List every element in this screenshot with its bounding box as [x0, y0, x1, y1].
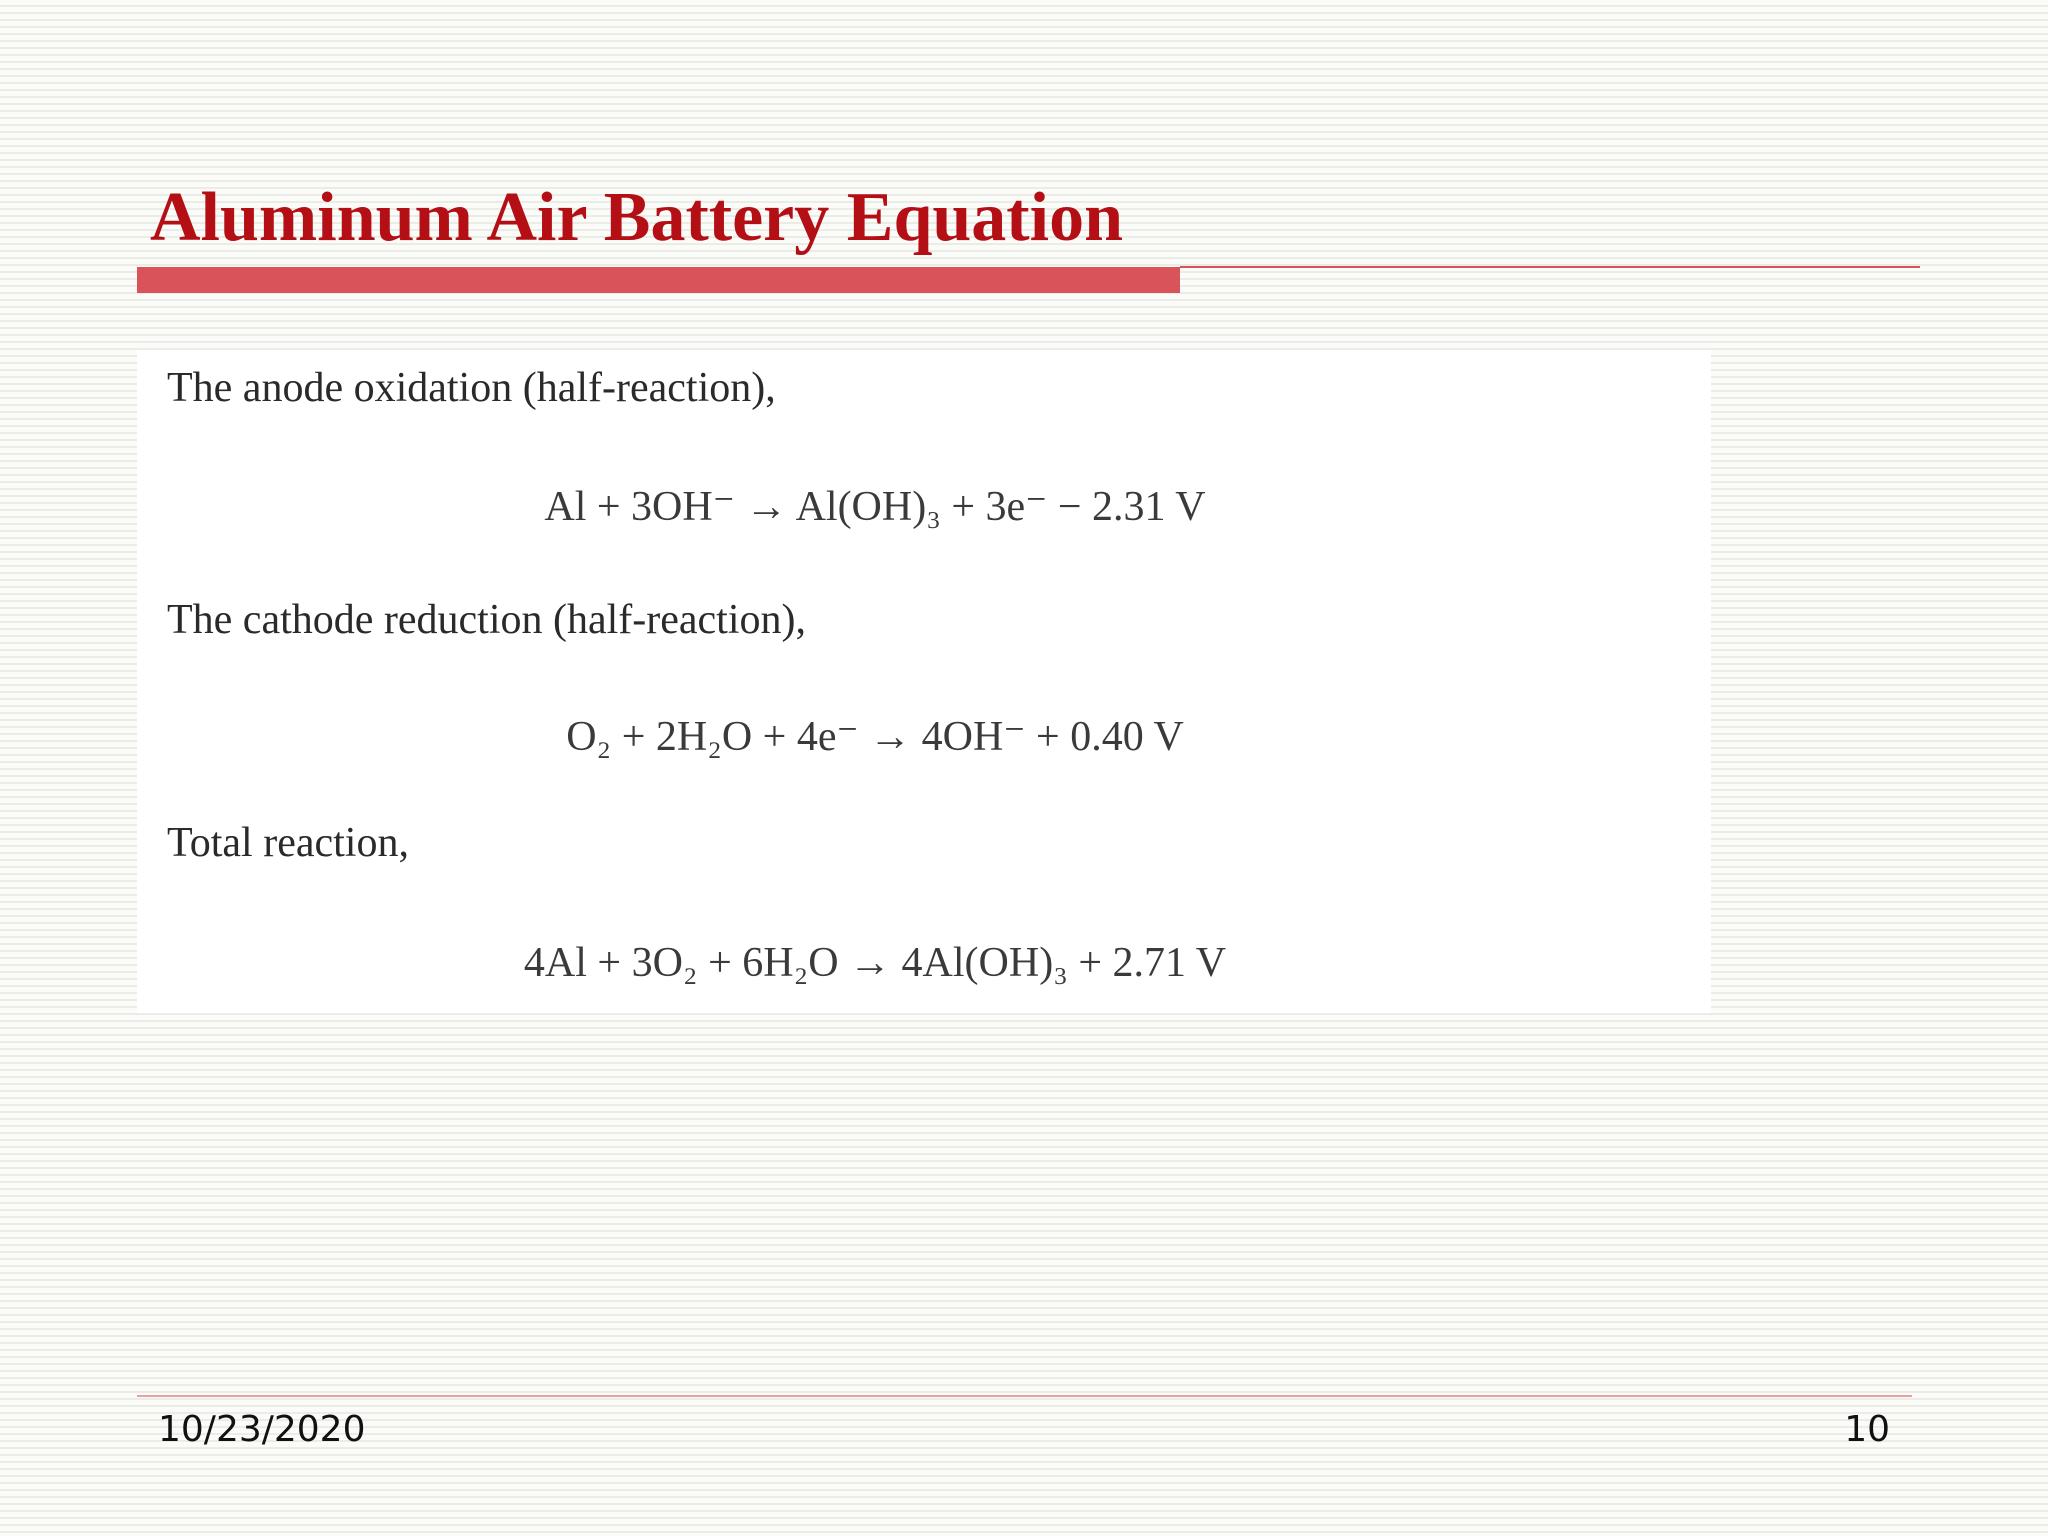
anode-label: The anode oxidation (half-reaction), [167, 365, 776, 411]
slide-title: Aluminum Air Battery Equation [150, 179, 1123, 256]
equation-panel [137, 350, 1711, 1013]
cathode-equation: O₂ + 2H₂O + 4e⁻ → 4OH⁻ + 0.40 V [566, 714, 1184, 760]
title-underline-accent [137, 267, 1180, 293]
anode-equation: Al + 3OH⁻ → Al(OH)₃ + 3e⁻ − 2.31 V [544, 484, 1206, 530]
total-reaction-label: Total reaction, [167, 820, 409, 866]
total-reaction-equation: 4Al + 3O₂ + 6H₂O → 4Al(OH)₃ + 2.71 V [523, 940, 1227, 986]
footer-divider [137, 1395, 1912, 1397]
footer-date: 10/23/2020 [158, 1409, 366, 1450]
title-underline-rule [1180, 266, 1920, 268]
cathode-label: The cathode reduction (half-reaction), [167, 597, 807, 643]
page-number: 10 [1844, 1409, 1890, 1450]
